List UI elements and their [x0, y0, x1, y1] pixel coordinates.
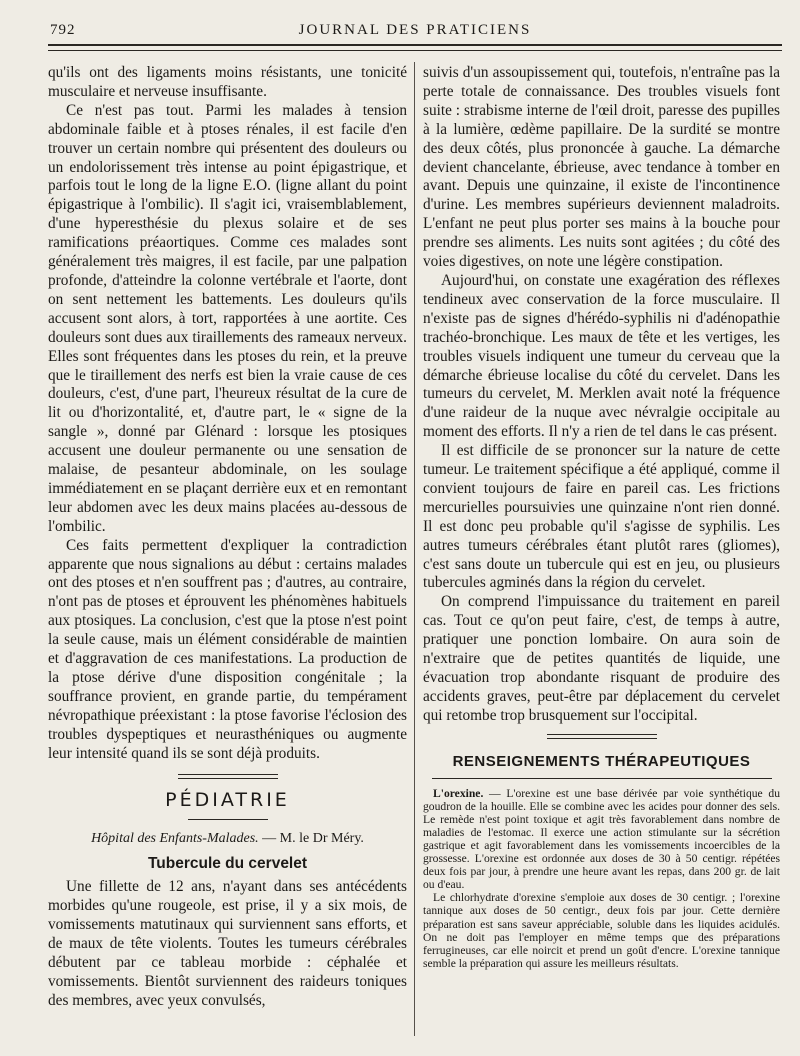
section-title-pediatrie: PÉDIATRIE	[165, 788, 290, 811]
therapeutic-notes	[423, 787, 780, 970]
paragraph: Aujourd'hui, on constate une exagération des réflexes tendineux avec conservation de la force musculaire. Il n'existe pas de signes d'hérédo-syphilis ni d'adénopathie trachéo-bronchique. Les maux de tête et les vertiges, les troubles visuels indiquent une tumeur du cerveau que la démarche ébrieuse localise du côté du cervelet. Dans les tumeurs du cervelet, M. Merklen avait noté la fréquence d'une raideur de la nuque avec névralgie occipitale au moment des efforts. Il n'y a rien de tel dans le cas présent.	[423, 271, 780, 441]
hospital-author: — M. le Dr Méry.	[258, 831, 364, 847]
paragraph: On comprend l'impuissance du traitement en pareil cas. Tout ce qu'on peut faire, c'est, de temps à autre, pratiquer une ponction lombaire. On aura soin de n'extraire que de petites quantités de liquide, une évacuation trop abondante risquant de produire des accidents graves, peut-être par déplacement du cervelet qui retombe trop brusquement sur l'occipital.	[423, 593, 780, 724]
header-rule	[48, 44, 782, 51]
hospital-byline	[48, 830, 407, 849]
paragraph: Ce n'est pas tout. Parmi les malades à tension abdominale faible et à ptoses rénales, il est facile d'en trouver un certain nombre qui présentent des douleurs ou un endolorissement très intense au point épigastrique, et parfois tout le long de la ligne E.O. (ligne allant du point épigastrique à l'ombilic). Il s'agit ici, vraisemblablement, d'une hyperesthésie du plexus solaire et de ses ramifications préaortiques. Comme ces malades sont généralement très maigres, il est facile, par une palpation profonde, d'atteindre la colonne vertébrale et l'aorte, dont on sent nettement les battements. Les douleurs qu'ils accusent sont alors, à tort, rapportées à une aortite. Ces douleurs sont dues aux tiraillements des rameaux nerveux. Elles sont fréquentes dans les ptoses du rein, et la preuve que le tiraillement des nerfs est bien la vraie cause de ces douleurs, c'est, d'une part, l'heureux résultat de la cure de lit ou d'horizontalité, et, d'autre part, le « signe de la sangle », donné par Glénard : lorsque les ptosiques accusent une douleur permanente ou une sensation de malaise, de pesanteur abdominale, on les soulage immédiatement en se plaçant derrière eux et en remontant leur abdomen avec les deux mains placées au-dessous de l'ombilic.	[48, 101, 407, 535]
column-divider	[414, 62, 415, 1036]
paragraph: Ces faits permettent d'expliquer la contradiction apparente que nous signalions au début : certains malades ont des ptoses et n'en souffrent pas ; d'autres, au contraire, n'ont pas de ptoses et éprouvent les phénomènes habituels aux ptosiques. La conclusion, c'est que la ptose n'est point la seule cause, mais un élément considérable de maintien et d'aggravation de ces manifestations. La production de la ptose dérive d'une disposition congénitale ; la souffrance provient, en grande partie, du tempérament névropathique préexistant : la ptose favorise l'éclosion des troubles dyspeptiques et neurasthéniques ou augmente leur intensité quand ils se sont déjà produits.	[48, 536, 407, 762]
right-column	[423, 64, 780, 970]
section-rule	[432, 778, 772, 779]
section-separator	[178, 774, 278, 779]
paragraph: qu'ils ont des ligaments moins résistants, une tonicité musculaire et nerveuse insuffisante.	[48, 64, 407, 100]
section-separator	[547, 734, 657, 739]
page-header	[50, 20, 780, 44]
left-column	[48, 64, 407, 1011]
paragraph: Une fillette de 12 ans, n'ayant dans ses antécédents morbides qu'une rougeole, est prise, il y a six mois, de vomissements matutinaux qui surviennent sans efforts, et de maux de tête violents. Toutes les tumeurs cérébrales débutent par ce tableau morbide : céphalée et vomissements. Bientôt surviennent des raideurs toniques des membres, avec yeux convulsés,	[48, 878, 407, 1009]
page-number: 792	[50, 22, 76, 38]
drug-name: L'orexine.	[433, 786, 484, 800]
paragraph: suivis d'un assoupissement qui, toutefois, n'entraîne pas la perte totale de connaissance. Des troubles visuels font suite : strabisme interne de l'œil droit, paresse des pupilles à la lumière, œdème papillaire. De la surdité se montre des deux côtés, plus prononcée à gauche. La démarche devient chancelante, ébrieuse, avec tendance à tomber en avant. Depuis une quinzaine, il existe de l'incontinence d'urine. Les membres supérieurs deviennent maladroits. L'enfant ne peut plus porter ses mains à la bouche pour prendre ses aliments. Les nuits sont agitées ; du côté des voies digestives, on note une légère constipation.	[423, 64, 780, 271]
journal-title: JOURNAL DES PRATICIENS	[298, 22, 532, 38]
hospital-name: Hôpital des Enfants-Malades.	[91, 831, 259, 847]
section-rule	[188, 819, 268, 820]
paragraph	[423, 787, 780, 892]
article-title: Tubercule du cervelet	[147, 855, 308, 873]
paragraph-text: — L'orexine est une base dérivée par voie synthétique du goudron de la houille. Elle se combine avec les acides pour donner des sels. Le remède n'est point toxique et agit très favorablement dans nombre de maladies de l'estomac. Il exerce une action stimulante sur la sécrétion gastrique et agit favorablement dans les vomissements incoercibles de la grossesse. L'orexine est ordonnée aux doses de 30 à 50 centigr. répétées deux fois par jour, à prendre une heure avant les repas, dans 200 gr. de lait ou d'eau.	[423, 786, 780, 892]
section-title-renseignements: RENSEIGNEMENTS THÉRAPEUTIQUES	[452, 752, 751, 770]
paragraph: Il est difficile de se prononcer sur la nature de cette tumeur. Le traitement spécifique a été appliqué, comme il convient toujours de faire en pareil cas. Les frictions mercurielles poursuivies une quinzaine n'ont rien donné. Il est donc peu probable qu'il s'agisse de syphilis. Les autres tumeurs cérébrales étant plutôt rares (gliomes), c'est sans doute un tubercule qui est en jeu, ou plusieurs tubercules agminés dans la région du cervelet.	[423, 442, 780, 592]
paragraph: Le chlorhydrate d'orexine s'emploie aux doses de 30 centigr. ; l'orexine tannique aux doses de 50 centigr., deux fois par jour. Cette dernière préparation est sans saveur appréciable, soluble dans les liquides acidulés. On ne doit pas l'employer en même temps que des préparations ferrugineuses, car elle noircit et prend un goût d'encre. L'orexine tannique semble la préparation qui assure les meilleurs résultats.	[423, 891, 780, 970]
